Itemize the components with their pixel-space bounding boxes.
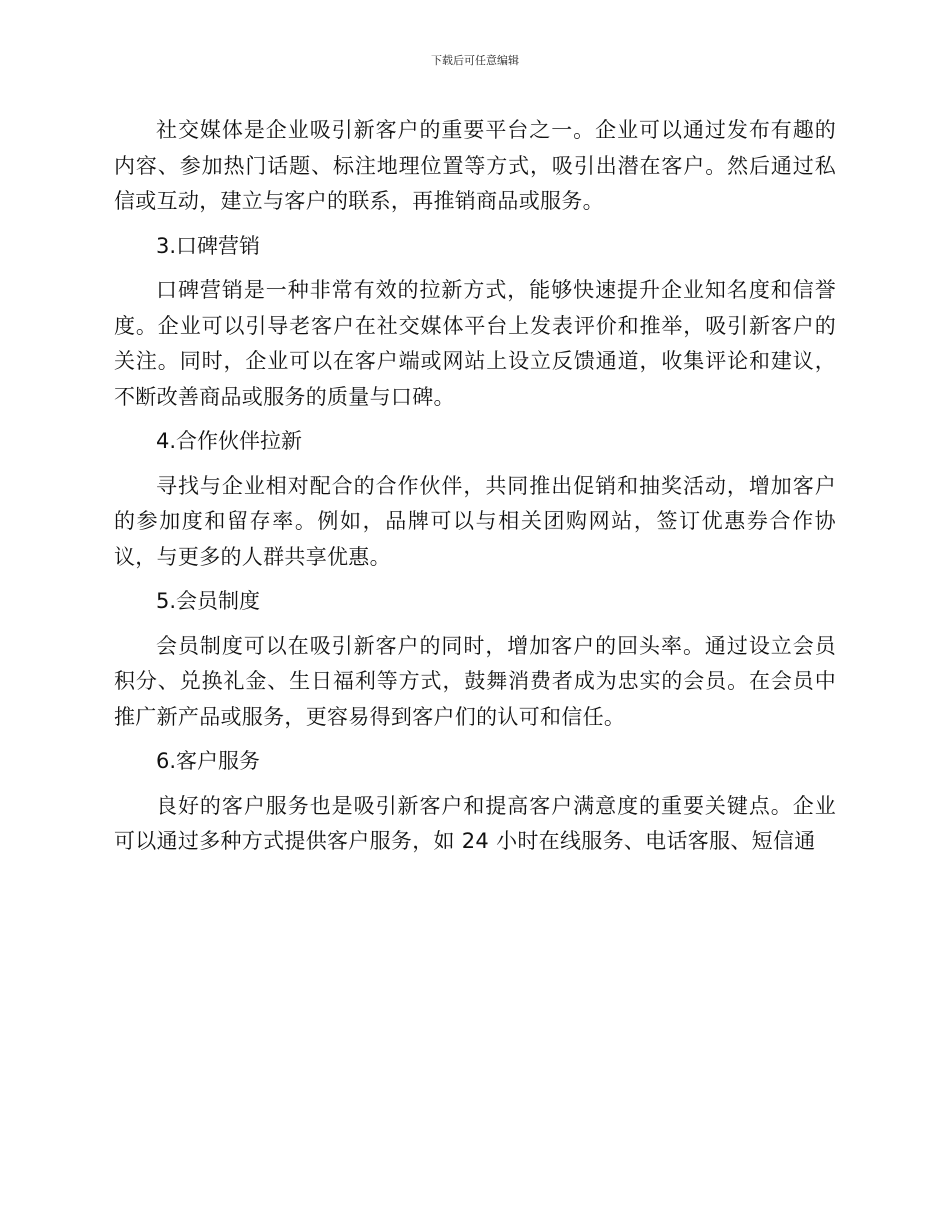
document-body — [114, 113, 836, 860]
paragraph-membership: 会员制度可以在吸引新客户的同时，增加客户的回头率。通过设立会员积分、兑换礼金、生日福利等方式，鼓舞消费者成为忠实的会员。在会员中推广新产品或服务，更容易得到客户们的认可和信任。 — [114, 633, 836, 729]
section-heading-partners: 4.合作伙伴拉新 — [156, 429, 303, 453]
paragraph-word-of-mouth: 口碑营销是一种非常有效的拉新方式，能够快速提升企业知名度和信誉度。企业可以引导老客户在社交媒体平台上发表评价和推举，吸引新客户的关注。同时，企业可以在客户端或网站上设立反馈通道，收集评论和建议，不断改善商品或服务的质量与口碑。 — [114, 278, 836, 409]
paragraph-partners: 寻找与企业相对配合的合作伙伴，共同推出促销和抽奖活动，增加客户的参加度和留存率。例如，品牌可以与相关团购网站，签订优惠券合作协议，与更多的人群共享优惠。 — [114, 473, 836, 569]
section-heading-customer-service: 6.客户服务 — [156, 749, 261, 773]
section-heading-word-of-mouth: 3.口碑营销 — [156, 233, 261, 258]
paragraph-customer-service: 良好的客户服务也是吸引新客户和提高客户满意度的重要关键点。企业可以通过多种方式提供客户服务，如 24 小时在线服务、电话客服、短信通 — [114, 793, 836, 853]
page-header: 下载后可任意编辑 — [431, 54, 519, 67]
section-heading-membership: 5.会员制度 — [156, 589, 261, 613]
paragraph-social-media: 社交媒体是企业吸引新客户的重要平台之一。企业可以通过发布有趣的内容、参加热门话题、标注地理位置等方式，吸引出潜在客户。然后通过私信或互动，建立与客户的联系，再推销商品或服务。 — [114, 118, 836, 213]
